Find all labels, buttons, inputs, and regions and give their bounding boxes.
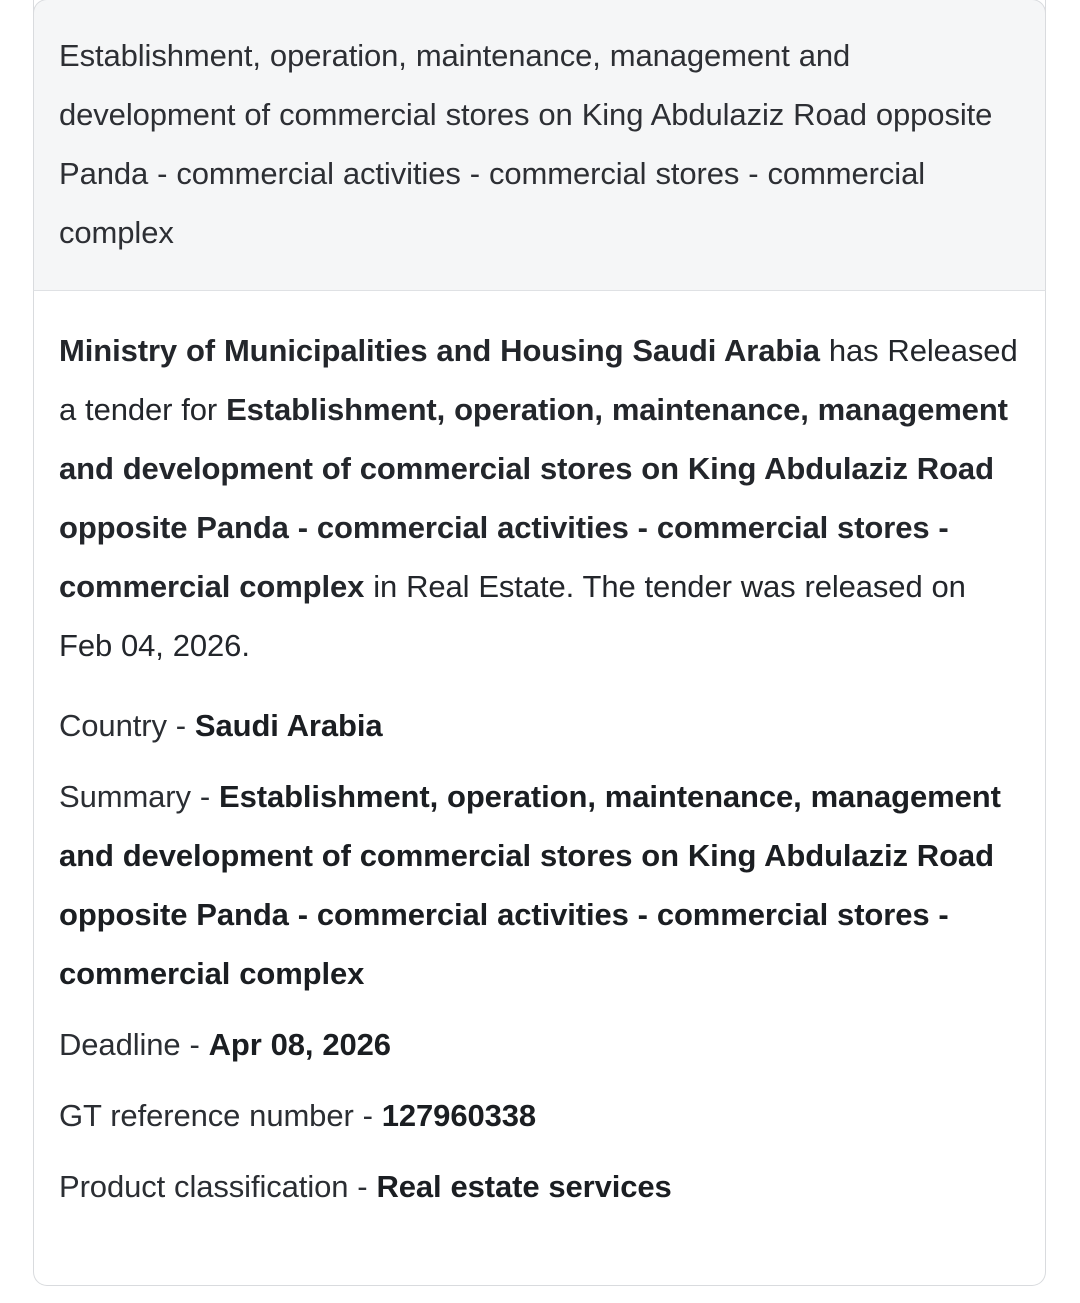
lead-organization: Ministry of Municipalities and Housing Saudi Arabia xyxy=(59,333,820,368)
field-separator-product-classification: - xyxy=(348,1169,377,1204)
field-label-summary: Summary xyxy=(59,779,191,814)
lead-tender-title: Establishment, operation, maintenance, management and development of commercial stores on King Abdulaziz Road opposite Panda - commercial activities - commercial stores - commercial complex xyxy=(59,392,1008,604)
field-row-country xyxy=(59,696,1019,755)
card-body xyxy=(34,291,1045,1246)
field-value-product-classification: Real estate services xyxy=(376,1169,672,1204)
field-label-deadline: Deadline xyxy=(59,1027,181,1062)
field-label-gt-reference-number: GT reference number xyxy=(59,1098,354,1133)
field-separator-country: - xyxy=(166,708,195,743)
lead-release-date: Feb 04, 2026 xyxy=(59,628,242,663)
field-label-country: Country xyxy=(59,708,167,743)
tender-title-heading: Establishment, operation, maintenance, management and development of commercial stores on King Abdulaziz Road opposite Panda - commercial activities - commercial stores - commercial complex xyxy=(59,38,993,250)
field-row-deadline xyxy=(59,1015,1019,1074)
lead-terminator: . xyxy=(241,628,250,663)
field-separator-gt-reference-number: - xyxy=(353,1098,382,1133)
field-separator-deadline: - xyxy=(180,1027,209,1062)
field-value-summary: Establishment, operation, maintenance, management and development of commercial stores on King Abdulaziz Road opposite Panda - commercial activities - commercial stores - commercial complex xyxy=(59,779,1001,991)
lead-connector-2: in Real Estate. The tender was released on xyxy=(364,569,966,604)
field-row-gt-reference-number xyxy=(59,1086,1019,1145)
card-header xyxy=(33,0,1046,291)
field-value-country: Saudi Arabia xyxy=(194,708,383,743)
tender-detail-card xyxy=(33,0,1046,1286)
field-row-product-classification xyxy=(59,1157,1019,1216)
field-value-gt-reference-number: 127960338 xyxy=(381,1098,537,1133)
tender-lead-paragraph xyxy=(59,321,1019,675)
field-row-summary xyxy=(59,767,1019,1003)
lead-connector-1: has Released a tender for xyxy=(59,333,1018,427)
field-value-deadline: Apr 08, 2026 xyxy=(208,1027,391,1062)
field-label-product-classification: Product classification xyxy=(59,1169,349,1204)
field-separator-summary: - xyxy=(190,779,219,814)
